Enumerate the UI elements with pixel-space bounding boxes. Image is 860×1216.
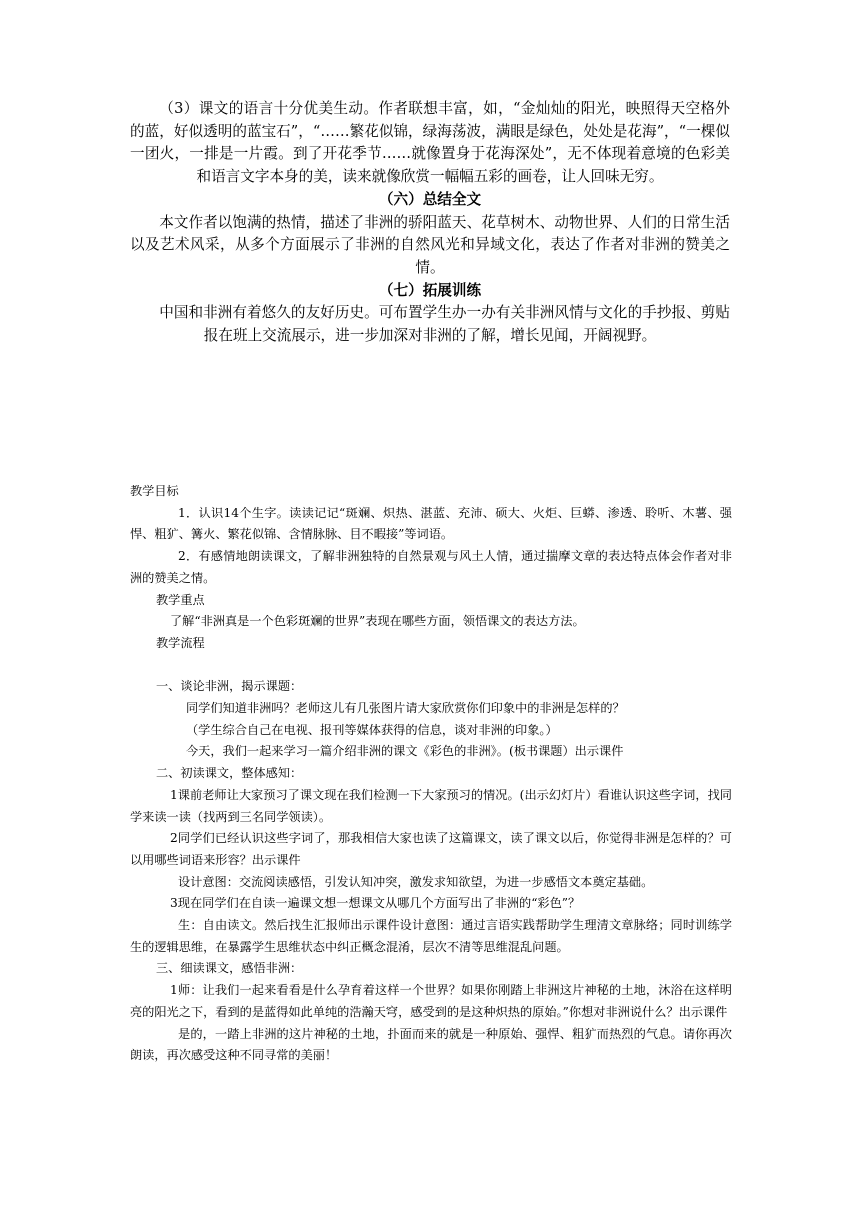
step-2-item-3: 3现在同学们在自读一遍课文想一想课文从哪几个方面写出了非洲的“彩色”？ (170, 896, 581, 911)
step-3-item-2: 是的，一踏上非洲的这片神秘的土地，扑面而来的就是一种原始、强悍、粗犷而热烈的气息。请你再次朗读，再次感受这种不同寻常的美丽！ (130, 1026, 732, 1063)
step-2-student-activity: 生：自由读文。然后找生汇报师出示课件设计意图：通过言语实践帮助学生理清文章脉络；同时训练学生的逻辑思维，在暴露学生思维状态中纠正概念混淆，层次不清等思维混乱问题。 (130, 918, 732, 954)
step-2-item-2: 2同学们已经认识这些字词了，那我相信大家也读了这篇课文，读了课文以后，你觉得非洲是怎样的？可以用哪些词语来形容？出示课件 (130, 831, 732, 867)
key-point-text: 了解“非洲真是一个色彩斑斓的世界”表现在哪些方面，领悟课文的表达方法。 (170, 614, 585, 629)
step-1-text-a: 同学们知道非洲吗？老师这儿有几张图片请大家欣赏你们印象中的非洲是怎样的？ (186, 701, 625, 716)
blank-line (130, 655, 732, 677)
step-3-item-1: 1师：让我们一起来看看是什么孕育着这样一个世界？如果你刚踏上非洲这片神秘的土地，沐浴在这样明亮的阳光之下，看到的是蓝得如此单纯的浩瀚天穹，感受到的是这种炽热的原始。”你想对非洲说什么？出示课件 (130, 983, 732, 1019)
step-1-title: 一、谈论非洲，揭示课题： (156, 679, 303, 694)
language-analysis-paragraph: （3）课文的语言十分优美生动。作者联想丰富，如，“金灿灿的阳光，映照得天空格外的蓝，好似透明的蓝宝石”，“……繁花似锦，绿海荡波，满眼是绿色，处处是花海”，“一棵似一团火，一排是一片霞。到了开花季节……就像置身于花海深处”，无不体现着意境的色彩美和语言文字本身的美，读来就像欣赏一幅幅五彩的画卷，让人回味无穷。 (130, 100, 730, 186)
step-1-text-c: 今天，我们一起来学习一篇介绍非洲的课文《彩色的非洲》。(板书课题）出示课件 (186, 744, 624, 759)
step-2-title: 二、初读课文，整体感知： (156, 766, 303, 781)
lesson-analysis-section (130, 98, 730, 348)
step-3-title: 三、细读课文，感悟非洲： (156, 961, 303, 976)
summary-paragraph: 本文作者以饱满的热情，描述了非洲的骄阳蓝天、花草树木、动物世界、人们的日常生活以及艺术风采，从多个方面展示了非洲的自然风光和异域文化，表达了作者对非洲的赞美之情。 (130, 213, 730, 276)
step-2-design-intent: 设计意图：交流阅读感悟，引发认知冲突，激发求知欲望，为进一步感悟文本奠定基础。 (178, 874, 654, 889)
key-point-title: 教学重点 (156, 592, 205, 607)
goal-item-2: 2．有感情地朗读课文，了解非洲独特的自然景观与风土人情，通过揣摩文章的表达特点体会作者对非洲的赞美之情。 (130, 549, 732, 585)
goal-item-1: 1．认识14个生字。读读记记“斑斓、炽热、湛蓝、充沛、硕大、火炬、巨蟒、渗透、聆听、木薯、强悍、粗犷、篝火、繁花似锦、含情脉脉、目不暇接”等词语。 (130, 505, 732, 542)
teaching-plan-section (130, 481, 732, 1067)
step-2-item-1: 1课前老师让大家预习了课文现在我们检测一下大家预习的情况。(出示幻灯片）看谁认识这些字词，找同学来读一读（找两到三名同学领读）。 (130, 787, 732, 824)
goal-title: 教学目标 (130, 484, 179, 498)
step-1-text-b: （学生综合自己在电视、报刊等媒体获得的信息，谈对非洲的印象。） (186, 722, 558, 737)
flow-title: 教学流程 (156, 635, 205, 650)
summary-heading: （六）总结全文 (378, 190, 482, 208)
extension-paragraph: 中国和非洲有着悠久的友好历史。可布置学生办一办有关非洲风情与文化的手抄报、剪贴报在班上交流展示，进一步加深对非洲的了解，增长见闻，开阔视野。 (159, 304, 730, 345)
extension-heading: （七）拓展训练 (378, 281, 482, 299)
